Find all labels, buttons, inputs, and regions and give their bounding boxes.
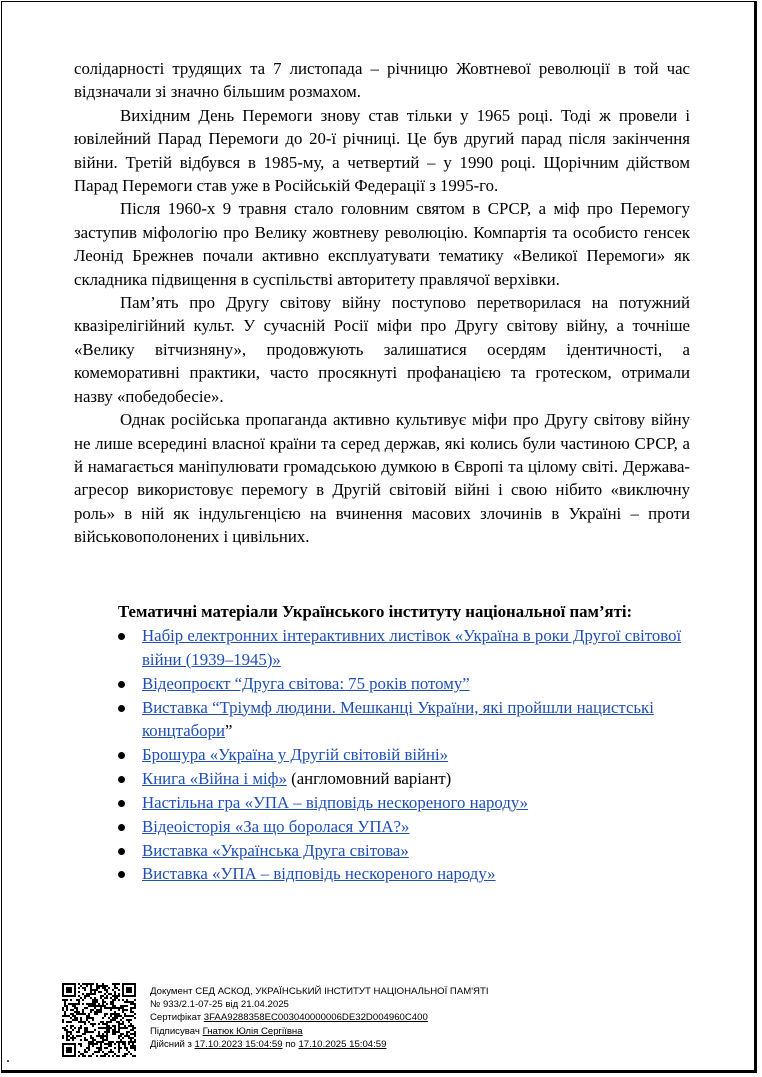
bullet-icon <box>118 824 125 831</box>
bullet-icon <box>118 800 125 807</box>
paragraph: солідарності трудящих та 7 листопада – річницю Жовтневої революції в той час відзначали зі значно більшим розмахом. <box>74 59 690 102</box>
item-tail: ” <box>224 721 233 741</box>
material-link[interactable]: Виставка «Українська Друга світова» <box>142 840 409 860</box>
list-item <box>118 791 690 814</box>
list-item <box>118 672 690 695</box>
material-link[interactable]: Настільна гра «УПА – відповідь нескореного народу» <box>142 792 529 812</box>
materials-heading: Тематичні матеріали Українського інституту національної пам’яті: <box>118 602 633 621</box>
material-link[interactable]: Відеоісторія «За що боролася УПА?» <box>142 816 410 836</box>
certificate-label: Сертифікат <box>150 1012 204 1024</box>
material-link[interactable]: Виставка «УПА – відповідь нескореного народу» <box>142 864 496 884</box>
material-link[interactable]: Брошура «Україна у Другій світовій війні» <box>142 744 449 764</box>
validity-separator: по <box>282 1038 299 1050</box>
bullet-icon <box>118 705 125 712</box>
certificate-value: 3FAA9288358EC003040000006DE32D004960C400 <box>203 1012 428 1024</box>
list-item <box>118 839 690 862</box>
validity-from: 17.10.2023 15:04:59 <box>194 1038 283 1050</box>
materials-list <box>118 624 690 885</box>
stamp-signer-line <box>150 1025 570 1038</box>
material-link[interactable]: Відеопроєкт “Друга світова: 75 років потому” <box>142 673 470 693</box>
bullet-icon <box>118 776 125 783</box>
list-item <box>118 624 690 671</box>
list-item <box>118 743 690 766</box>
stamp-certificate-line <box>150 1011 570 1024</box>
signer-label: Підписувач <box>150 1025 203 1037</box>
validity-to: 17.10.2025 15:04:59 <box>298 1038 387 1050</box>
page-mark <box>7 1060 9 1062</box>
material-link[interactable]: Книга «Війна і міф» <box>142 768 287 788</box>
stamp-validity-line <box>150 1038 570 1051</box>
bullet-icon <box>118 633 125 640</box>
item-tail: (англомовний варіант) <box>286 768 452 788</box>
bullet-icon <box>118 871 125 878</box>
list-item <box>118 767 690 790</box>
validity-label: Дійсний з <box>150 1038 195 1050</box>
list-item <box>118 862 690 885</box>
bullet-icon <box>118 848 125 855</box>
stamp-number-line: № 933/2.1-07-25 від 21.04.2025 <box>150 999 289 1011</box>
paragraph: Після 1960-х 9 травня стало головним святом в СРСР, а міф про Перемогу заступив міфологію про Велику жовтневу революцію. Компартія та особисто генсек Леонід Брежнев почали активно експлуатувати тематику «Великої Перемоги» як складника підвищення в суспільстві авторитету правлячої верхівки. <box>74 199 690 289</box>
bullet-icon <box>118 752 125 759</box>
material-link[interactable]: Набір електронних інтерактивних листівок «Україна в роки Другої світової війни (1939–1945)» <box>142 626 682 669</box>
signer-value: Гнатюк Юлія Сергіївна <box>202 1025 303 1037</box>
list-item <box>118 815 690 838</box>
paragraph: Однак російська пропаганда активно культивує міфи про Другу світову війну не лише всередині власної країни та серед держав, які колись були частиною СРСР, а й намагається маніпулювати громадською думкою в Європі та цілому світі. Держава-агресор використовує перемогу в Другій світовій війні і свою нібито «виключну роль» в ній як індульгенцією на вчинення масових злочинів в Україні – проти військовополонених і цивільних. <box>74 410 690 547</box>
materials-section <box>118 600 690 886</box>
qr-code-icon <box>62 983 136 1057</box>
list-item <box>118 696 690 743</box>
stamp-document-line: Документ СЕД АСКОД, УКРАЇНСЬКИЙ ІНСТИТУТ НАЦІОНАЛЬНОЇ ПАМ'ЯТІ <box>150 986 489 997</box>
bullet-icon <box>118 681 125 688</box>
signature-stamp <box>150 985 570 1051</box>
material-link[interactable]: Виставка “Тріумф людини. Мешканці України, які пройшли нацистські концтабори <box>142 697 654 741</box>
paragraph: Пам’ять про Другу світову війну поступово перетворилася на потужний квазірелігійний культ. У сучасній Росії міфи про Другу світову війну, а точніше «Велику вітчизняну», продовжують залишатися осердям ідентичності, а комеморативні практики, часто просякнуті профанацією та гротеском, отримали назву «победобесіе». <box>74 293 690 406</box>
paragraph: Вихідним День Перемоги знову став тільки у 1965 році. Тоді ж провели і ювілейний Парад Перемоги до 20-ї річниці. Це був другий парад після закінчення війни. Третій відбувся в 1985-му, а четвертий – у 1990 році. Щорічним дійством Парад Перемоги став уже в Російській Федерації з 1995-го. <box>74 105 690 196</box>
body-text <box>74 57 690 549</box>
